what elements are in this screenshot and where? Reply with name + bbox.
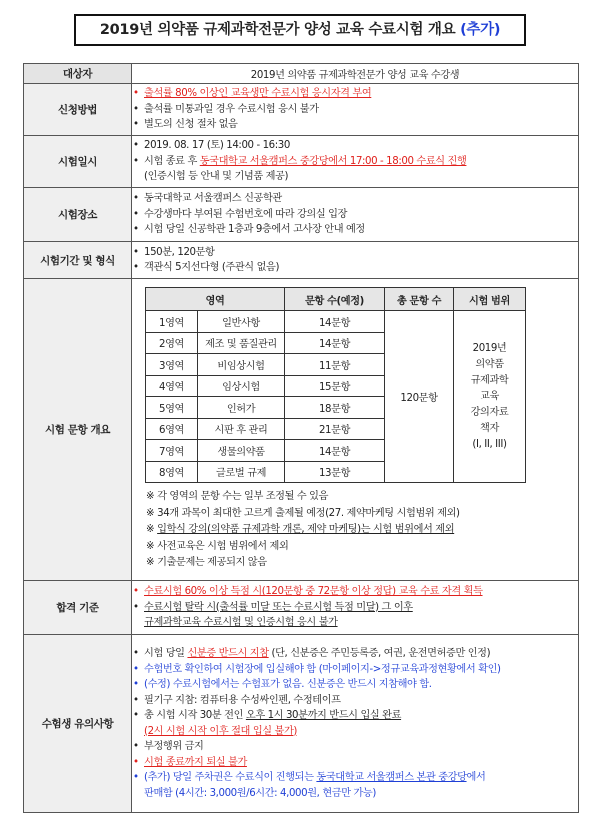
list-item-continued: (2시 시험 시작 이후 절대 입실 불가) — [144, 725, 297, 737]
header-total: 총 문항 수 — [385, 288, 454, 311]
format-list — [132, 245, 578, 276]
note-item: ※ 사전교육은 시험 범위에서 제외 — [146, 540, 289, 552]
table-row: 6영역 시판 후 관리 21문항 — [146, 418, 526, 440]
notice-list — [132, 646, 578, 801]
target-label: 대상자 — [24, 64, 132, 84]
exam-scope: 2019년 의약품 규제과학 교육 강의자료 책자 (I, II, III) — [454, 311, 526, 483]
list-item: • 객관식 5지선다형 (주관식 없음) — [132, 260, 578, 276]
table-row: 8영역 글로벌 규제 13문항 — [146, 461, 526, 483]
title-suffix: (추가) — [460, 22, 501, 38]
list-item: • 2019. 08. 17 (토) 14:00 - 16:30 — [132, 138, 578, 154]
table-row: 3영역 비임상시험 11문항 — [146, 354, 526, 376]
document-title — [74, 14, 526, 46]
list-item: • 수료시험 60% 이상 득점 시(120문항 중 72문항 이상 정답) 교육 수료 자격 획득 — [132, 584, 578, 600]
question-area-table — [145, 287, 526, 483]
list-item: • 출석률 80% 이상인 교육생만 수료시험 응시자격 부여 — [132, 86, 578, 102]
list-item: • 부정행위 금지 — [132, 739, 578, 755]
list-item-continued: 판매함 (4시간: 3,000원/6시간: 4,000원, 현금만 가능) — [144, 787, 376, 799]
row-notice — [24, 635, 579, 813]
note-item: ※ 각 영역의 문항 수는 일부 조정될 수 있음 — [146, 491, 329, 502]
apply-list — [132, 86, 578, 133]
pass-list — [132, 584, 578, 631]
list-item-continued: (인증시험 등 안내 및 기념품 제공) — [144, 171, 289, 183]
list-item: • 총 시험 시작 30분 전인 오후 1시 30분까지 반드시 입실 완료 — [132, 708, 578, 724]
list-item: • 수료시험 탈락 시(출석률 미달 또는 수료시험 득점 미달) 그 이후 — [132, 600, 578, 616]
list-item: • 동국대학교 서울캠퍼스 신공학관 — [132, 191, 578, 207]
list-item: • 출석률 미통과일 경우 수료시험 응시 불가 — [132, 102, 578, 118]
list-item: • (수정) 수료시험에서는 수험표가 없음. 신분증은 반드시 지참해야 함. — [132, 677, 578, 693]
row-place — [24, 188, 579, 242]
row-questions — [24, 279, 579, 581]
table-row: 7영역 생물의약품 14문항 — [146, 440, 526, 462]
target-value: 2019년 의약품 규제과학전문가 양성 교육 수강생 — [132, 64, 579, 84]
list-item: • 수험번호 확인하여 시험장에 입실해야 함 (마이페이지->정규교육과정현황에서 확인) — [132, 662, 578, 678]
row-apply — [24, 84, 579, 136]
note-item: ※ 34개 과목이 최대한 고르게 출제될 예정(27. 제약마케팅 시험범위 제외) — [146, 507, 460, 519]
row-pass — [24, 581, 579, 635]
questions-label: 시험 문항 개요 — [24, 279, 132, 581]
place-list — [132, 191, 578, 238]
pass-label: 합격 기준 — [24, 581, 132, 635]
row-format — [24, 242, 579, 279]
header-scope: 시험 범위 — [454, 288, 526, 311]
list-item: • 시험 종료까지 퇴실 불가 — [132, 755, 578, 771]
list-item: • (추가) 당일 주차권은 수료식이 진행되는 동국대학교 서울캠퍼스 본관 중강당에서 — [132, 770, 578, 786]
header-count: 문항 수(예정) — [285, 288, 385, 311]
exam-overview-table — [23, 63, 579, 813]
list-item: • 필기구 지참: 컴퓨터용 수성싸인펜, 수정테이프 — [132, 693, 578, 709]
total-count: 120문항 — [385, 311, 454, 483]
list-item: • 별도의 신청 절차 없음 — [132, 117, 578, 133]
question-notes — [146, 489, 578, 572]
notice-label: 수험생 유의사항 — [24, 635, 132, 813]
place-label: 시험장소 — [24, 188, 132, 242]
list-item: • 시험 당일 신분증 반드시 지참 (단, 신분증은 주민등록증, 여권, 운전면허증만 인정) — [132, 646, 578, 662]
list-item-continued: 규제과학교육 수료시험 및 인증시험 응시 불가 — [144, 617, 338, 629]
format-label: 시험기간 및 형식 — [24, 242, 132, 279]
table-row: 2영역 제조 및 품질관리 14문항 — [146, 332, 526, 354]
table-row: 5영역 인허가 18문항 — [146, 397, 526, 419]
note-item: ※ 입학식 강의(의약품 규제과학 개론, 제약 마케팅)는 시험 범위에서 제외 — [146, 524, 455, 535]
apply-label: 신청방법 — [24, 84, 132, 136]
date-list — [132, 138, 578, 185]
title-main: 2019년 의약품 규제과학전문가 양성 교육 수료시험 개요 — [99, 22, 456, 38]
list-item: • 수강생마다 부여된 수험번호에 따라 강의실 입장 — [132, 207, 578, 223]
header-area: 영역 — [146, 288, 285, 311]
list-item: • 시험 종료 후 동국대학교 서울캠퍼스 중강당에서 17:00 - 18:00 수료식 진행 — [132, 154, 578, 170]
date-label: 시험일시 — [24, 136, 132, 188]
table-row: 1영역 일반사항 14문항 120문항 2019년 의약품 규제과학 교육 강의자료 책자 (I, II, III) — [146, 311, 526, 333]
table-row: 4영역 임상시험 15문항 — [146, 375, 526, 397]
row-target — [24, 64, 579, 84]
list-item: • 시험 당일 신공학관 1층과 9층에서 고사장 안내 예정 — [132, 222, 578, 238]
note-item: ※ 기출문제는 제공되지 않음 — [146, 557, 267, 568]
row-date — [24, 136, 579, 188]
list-item: • 150분, 120문항 — [132, 245, 578, 261]
